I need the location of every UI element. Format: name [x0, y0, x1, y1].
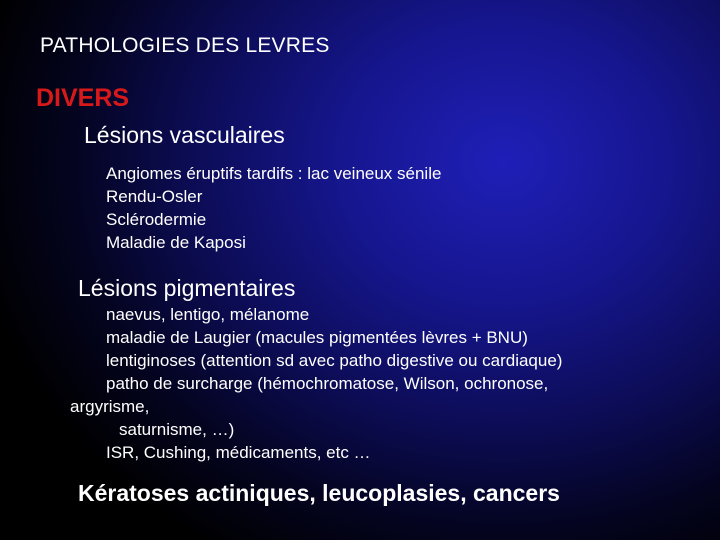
pigmentary-lesions-list: [70, 303, 563, 464]
section-heading-divers: DIVERS: [36, 84, 130, 112]
list-item: Angiomes éruptifs tardifs : lac veineux sénile: [106, 164, 442, 183]
list-item: saturnisme, …): [119, 420, 235, 439]
list-item: Rendu-Osler: [106, 187, 203, 206]
list-item: ISR, Cushing, médicaments, etc …: [106, 443, 371, 462]
list-item: naevus, lentigo, mélanome: [106, 305, 310, 324]
list-item: lentiginoses (attention sd avec patho digestive ou cardiaque): [106, 351, 563, 370]
slide-title: PATHOLOGIES DES LEVRES: [40, 34, 330, 57]
list-item: patho de surcharge (hémochromatose, Wilson, ochronose,: [106, 374, 549, 393]
closing-heading: Kératoses actiniques, leucoplasies, cancers: [78, 480, 560, 506]
list-item: maladie de Laugier (macules pigmentées lèvres + BNU): [106, 328, 528, 347]
heading-pigmentary-lesions: Lésions pigmentaires: [78, 275, 296, 301]
vascular-lesions-list: [106, 162, 441, 254]
list-item: Maladie de Kaposi: [106, 233, 246, 252]
list-item: argyrisme,: [70, 397, 150, 416]
list-item: Sclérodermie: [106, 210, 207, 229]
heading-vascular-lesions: Lésions vasculaires: [84, 122, 285, 148]
